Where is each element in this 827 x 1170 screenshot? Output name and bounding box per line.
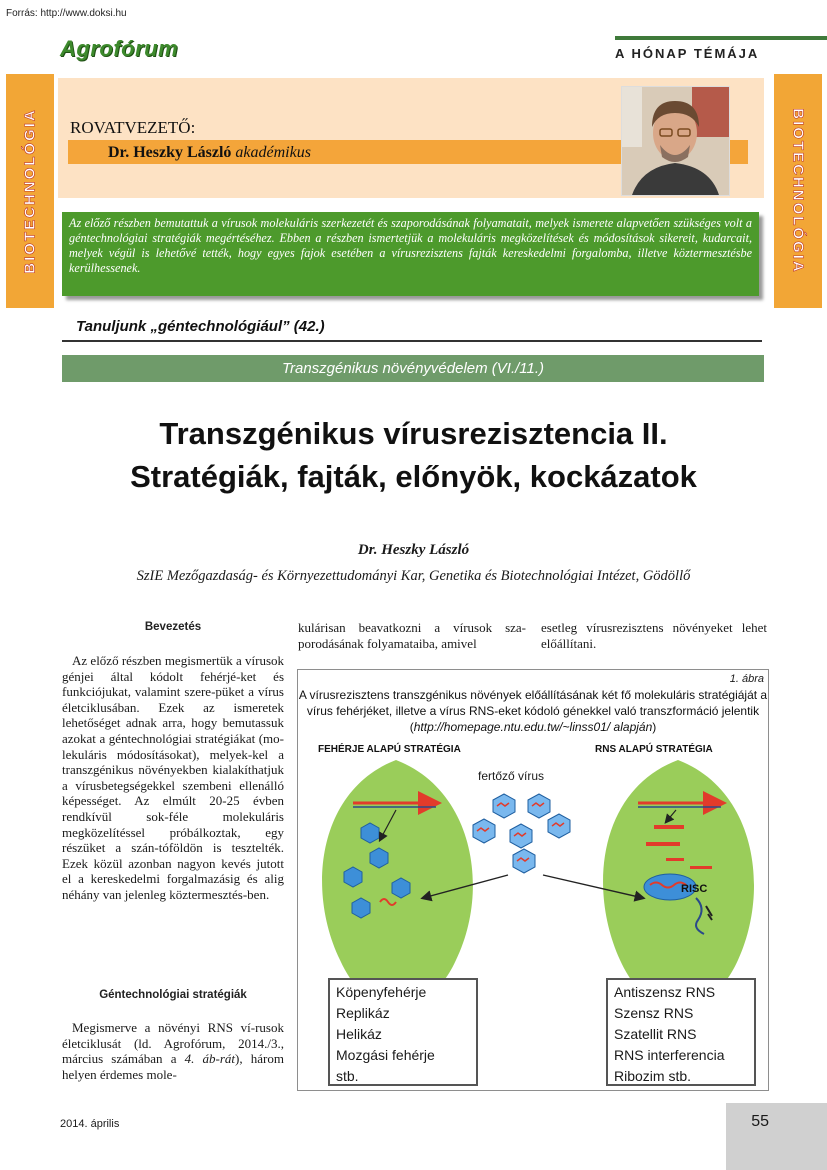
protein-item-1: Köpenyfehérje (336, 984, 427, 1000)
figure-source-close: ) (652, 720, 657, 734)
protein-item-2: Replikáz (336, 1005, 390, 1021)
rna-item-1: Antiszensz RNS (614, 984, 716, 1000)
column-3-text: esetleg vírusrezisztens növényeket lehet előállítani. (541, 620, 767, 651)
sidebar-left-label: BIOTECHNOLÓGIA (21, 108, 39, 274)
article-title (40, 412, 787, 498)
editor-name-text: Dr. Heszky László (108, 144, 232, 161)
risc-text: RISC (681, 883, 708, 895)
column-2-text: kulárisan beavatkozni a vírusok sza-porodásának folyamataiba, amivel (298, 620, 526, 651)
editor-title: akadémikus (235, 144, 311, 161)
protein-strategy-label: FEHÉRJE ALAPÚ STRATÉGIA (318, 744, 461, 755)
magazine-logo: Agrofórum (60, 36, 179, 61)
sidebar-right-label: BIOTECHNOLÓGIA (789, 108, 807, 274)
title-line-2: Stratégiák, fajták, előnyök, kockázatok (130, 459, 697, 494)
series-rule (62, 340, 762, 342)
sidebar-left (6, 74, 54, 308)
sidebar-right (774, 74, 822, 308)
virus-particles (473, 794, 570, 873)
heading-introduction: Bevezetés (144, 621, 202, 633)
figure-number: 1. ábra (729, 673, 764, 685)
source-url: Forrás: http://www.doksi.hu (6, 8, 127, 19)
header-rule (615, 36, 827, 40)
figure-caption-text: A vírusrezisztens transzgénikus növények előállításának két fő molekuláris stratégiáját a vírus fehérjéket, illetve a vírus RNS-eket kódoló génekkel való transzformáció jelentik (298, 688, 768, 718)
protein-item-3: Helikáz (336, 1026, 382, 1042)
protein-item-4: Mozgási fehérje (336, 1047, 435, 1063)
strategies-text-b: ), három helyen érdemes mole- (62, 1051, 284, 1082)
subseries-bar: Transzgénikus növényvédelem (VI./11.) (62, 355, 764, 382)
editor-portrait (621, 86, 730, 196)
title-line-1: Transzgénikus vírusrezisztencia II. (159, 416, 668, 451)
figure-1 (297, 669, 769, 1091)
strategies-text-a: Megismerve a növényi RNS ví-rusok életciklusát (ld. Agrofórum, 2014./3., március számában a (62, 1020, 284, 1067)
figure-source-open: ( (409, 720, 414, 734)
heading-strategies: Géntechnológiai stratégiák (99, 989, 247, 1001)
protein-strategy-list (328, 978, 478, 1086)
series-title: Tanuljunk „géntechnológiául” (42.) (76, 318, 325, 335)
rna-item-3: Szatellit RNS (614, 1026, 697, 1042)
article-author: Dr. Heszky László (357, 542, 470, 558)
figure-source: http://homepage.ntu.edu.tw/~linss01/ alapján (413, 720, 653, 734)
figure-reference: 4. áb-rát (184, 1051, 236, 1067)
editor-heading: ROVATVEZETŐ: (70, 118, 196, 137)
intro-box: Az előző részben bemutattuk a vírusok molekuláris szerkezetét és szaporodásának folyamatait, melyek ismerete alapvetően szükséges volt a géntechnológiai stratégiák megértéséhez. Ebben a részben ismertetjük a molekuláris megközelítések és módosítások sikereit, kudarcait, melyek végül is lehetővé tették, hogy egyes fajok esetében a vírusrezisztens fajták kereskedelmi forgalomba, illetve köztermesztésbe kerülhessenek. (62, 212, 759, 296)
rna-strategy-label: RNS ALAPÚ STRATÉGIA (595, 744, 713, 755)
rna-strategy-list (606, 978, 756, 1086)
paragraph-introduction: Az előző részben megismertük a vírusok génjei által kódolt fehérjé-ket és funkciójukat, valamint szere-püket a vírus életciklusában. Ezek az ismeretek lehetőséget adnak arra, hogy bemutassuk azokat a géntechnológiai stratégiákat (mo-lekuláris módosításokat), melyek-kel a transzgénikus növényekben kialakíthatjuk a vírusbetegségekkel szembeni ellenálló képességet. Az elmúlt 20-25 évben rendkívül sok-féle molekuláris megközelítéssel próbálkoztak, egy részüket a szán-tóföldön is tesztelték. Ezek közül azonban nagyon kevés jutott el a kereskedelmi forgalmazásig és alig néhány van jelenleg köztermesztés-ben. (62, 653, 284, 902)
infectious-virus-label: fertőző vírus (478, 769, 545, 783)
rna-item-4: RNS interferencia (614, 1047, 725, 1063)
issue-date: 2014. április (60, 1118, 120, 1130)
section-label: A HÓNAP TÉMÁJA (615, 46, 760, 61)
author-affiliation: SzIE Mezőgazdaság- és Környezettudományi Kar, Genetika és Biotechnológiai Intézet, Gödöllő (136, 568, 691, 584)
editor-name (108, 144, 311, 162)
paragraph-strategies (62, 1020, 284, 1082)
page-number: 55 (751, 1113, 769, 1130)
rna-item-5: Ribozim stb. (614, 1068, 692, 1084)
rna-item-2: Szensz RNS (614, 1005, 694, 1021)
protein-item-5: stb. (336, 1068, 359, 1084)
